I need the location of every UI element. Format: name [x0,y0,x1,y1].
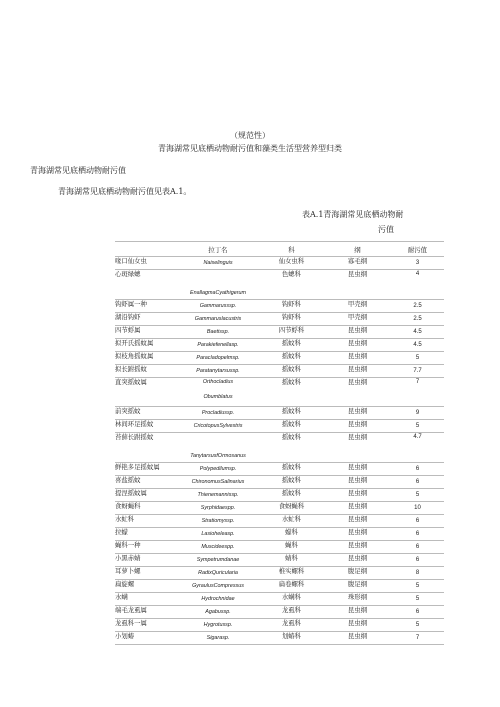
family-cell: 椎实螺科 [259,567,324,580]
species-chinese-name: 水虻科 [115,515,177,528]
table-row [115,352,444,365]
species-latin-name: Paracladopelmsp. [177,352,259,365]
table-row [115,433,444,463]
family-cell: 蜻科 [259,554,324,567]
family-cell: 钩虾科 [259,313,324,326]
tolerance-value: 4.7 [391,433,444,463]
family-cell: 摇蚊科 [259,339,324,352]
species-latin-name: Gammaruslacustris [177,313,259,326]
tolerance-value: 5 [391,580,444,593]
family-cell: 仙女虫科 [259,257,324,270]
family-cell: 摇蚊科 [259,352,324,365]
family-cell: 食蚜蝇科 [259,502,324,515]
class-cell: 寡毛纲 [324,257,391,270]
tolerance-value: 7 [391,378,444,407]
tolerance-value: 6 [391,463,444,476]
tolerance-value: 4.5 [391,339,444,352]
species-latin-name: Paratanytarsussp. [177,365,259,378]
table-row [115,489,444,502]
species-chinese-name: 湖沿钩虾 [115,313,177,326]
species-chinese-name: 拟开氏摇蚊属 [115,339,177,352]
tolerance-value: 4.5 [391,326,444,339]
family-cell: 划蝽科 [259,632,324,645]
class-cell: 腹足纲 [324,580,391,593]
tolerance-value: 5 [391,489,444,502]
family-cell: 摇蚊科 [259,407,324,420]
table-row [115,365,444,378]
species-chinese-name: 端毛龙虱属 [115,606,177,619]
species-latin-name: Sympetrumdanae [177,554,259,567]
family-cell: 摇蚊科 [259,420,324,433]
class-cell: 昆虫纲 [324,554,391,567]
table-caption-line2: 污值 [378,225,394,234]
table-caption-line1: 表A.1青海湖常见底栖动物耐 [302,210,404,219]
family-cell: 钩虾科 [259,300,324,313]
species-chinese-name: 四节蜉属 [115,326,177,339]
family-cell: 水虻科 [259,515,324,528]
class-cell: 珠形纲 [324,593,391,606]
family-cell: 蠓科 [259,528,324,541]
table-row [115,257,444,270]
class-cell: 昆虫纲 [324,463,391,476]
species-latin-name: Procladiussp. [177,407,259,420]
tolerance-value: 2.5 [391,313,444,326]
species-latin-name: Syrphidaespp. [177,502,259,515]
table-row [115,420,444,433]
species-chinese-name: 林间环足摇蚊 [115,420,177,433]
table-row [115,554,444,567]
tolerance-value: 7 [391,632,444,645]
table-row [115,619,444,632]
header-blank [115,242,177,257]
tolerance-value: 5 [391,619,444,632]
tolerance-value: 7.7 [391,365,444,378]
class-cell: 昆虫纲 [324,420,391,433]
species-latin-name: EnallagmaCyathigerum [177,270,259,300]
table-row [115,632,444,645]
tolerance-value: 6 [391,541,444,554]
header-family: 科 [259,242,324,257]
table-row [115,580,444,593]
tolerance-value: 6 [391,528,444,541]
species-latin-name [177,378,259,407]
species-chinese-name: 前突摇蚊 [115,407,177,420]
species-chinese-name: 拟长跗摇蚊 [115,365,177,378]
tolerance-value: 6 [391,554,444,567]
table-row [115,502,444,515]
species-latin-name: Hydrochnidae [177,593,259,606]
family-cell: 摇蚊科 [259,378,324,407]
family-cell: 摇蚊科 [259,463,324,476]
family-cell: 龙虱科 [259,619,324,632]
family-cell: 扁卷螺科 [259,580,324,593]
section-heading: 青海湖常见底栖动物耐污值 [30,166,126,175]
species-latin-name: TanytarsusfOrmosanus [177,433,259,463]
table-row [115,567,444,580]
species-chinese-name: 苔藓长跗摇蚊 [115,433,177,463]
class-cell: 昆虫纲 [324,528,391,541]
class-cell: 甲壳纲 [324,300,391,313]
table-row [115,270,444,300]
tolerance-value: 6 [391,515,444,528]
species-chinese-name: 喜盐摇蚊 [115,476,177,489]
species-chinese-name: 小划蝽 [115,632,177,645]
class-cell: 昆虫纲 [324,326,391,339]
family-cell: 蝇科 [259,541,324,554]
species-latin-name: Thienemannissp. [177,489,259,502]
class-cell: 昆虫纲 [324,270,391,300]
class-cell: 昆虫纲 [324,515,391,528]
class-cell: 昆虫纲 [324,632,391,645]
species-latin-name: Hygrotussp. [177,619,259,632]
species-latin-name-line2: Obumblatus [203,394,233,400]
species-chinese-name: 喙口仙女虫 [115,257,177,270]
species-chinese-name: 拉蠓 [115,528,177,541]
appendix-title: 青海湖常见底栖动物耐污值和藻类生活型营养型归类 [158,144,342,153]
class-cell: 昆虫纲 [324,489,391,502]
table-row [115,326,444,339]
tolerance-value: 6 [391,606,444,619]
family-cell: 龙虱科 [259,606,324,619]
table-row [115,339,444,352]
species-chinese-name: 鲜艳多足摇蚊属 [115,463,177,476]
table-row [115,463,444,476]
species-chinese-name: 耳萝卜螺 [115,567,177,580]
family-cell: 摇蚊科 [259,433,324,463]
class-cell: 昆虫纲 [324,365,391,378]
species-latin-name: Stratiomyssp. [177,515,259,528]
species-chinese-name: 提涅摇蚊属 [115,489,177,502]
tolerance-value: 5 [391,420,444,433]
species-latin-name-line1: Orthocladius [202,379,234,385]
table-row [115,541,444,554]
table-row [115,528,444,541]
class-cell: 昆虫纲 [324,502,391,515]
class-cell: 昆虫纲 [324,541,391,554]
tolerance-value: 3 [391,257,444,270]
species-latin-name: RadixQuricularia [177,567,259,580]
class-cell: 昆虫纲 [324,476,391,489]
class-cell: 昆虫纲 [324,339,391,352]
species-latin-name: Baetissp. [177,326,259,339]
header-latin: 拉丁名 [177,242,259,257]
family-cell: 摇蚊科 [259,489,324,502]
header-value: 耐污值 [391,242,444,257]
species-chinese-name: 扁旋螺 [115,580,177,593]
table-header-row [115,242,444,257]
header-class: 纲 [324,242,391,257]
tolerance-value: 5 [391,593,444,606]
table-row [115,378,444,407]
class-cell: 昆虫纲 [324,378,391,407]
table-body [115,257,444,645]
species-latin-name: Muscideespp. [177,541,259,554]
species-latin-name: Parakiefenellasp. [177,339,259,352]
species-latin-name: Polypedilumsp. [177,463,259,476]
species-latin-name: GyraulusCompressus [177,580,259,593]
species-latin-name: Agabussp. [177,606,259,619]
class-cell: 昆虫纲 [324,606,391,619]
species-latin-name: Naiselinguis [177,257,259,270]
tolerance-value: 5 [391,352,444,365]
species-latin-name: Gammarusssp. [177,300,259,313]
class-cell: 昆虫纲 [324,352,391,365]
species-latin-name: ChironomusSalinarius [177,476,259,489]
species-chinese-name: 龙虱科一属 [115,619,177,632]
tolerance-table [115,241,444,645]
tolerance-value: 2.5 [391,300,444,313]
appendix-tag: （规范性） [230,131,270,140]
tolerance-value: 9 [391,407,444,420]
intro-paragraph: 青海湖常见底栖动物耐污值见表A.1。 [58,187,192,196]
class-cell: 昆虫纲 [324,619,391,632]
species-latin-name: Sigarasp. [177,632,259,645]
table-row [115,313,444,326]
species-chinese-name: 水螨 [115,593,177,606]
family-cell: 四节蜉科 [259,326,324,339]
table-row [115,300,444,313]
tolerance-value: 4 [391,270,444,300]
species-chinese-name: 食蚜蝇科 [115,502,177,515]
class-cell: 甲壳纲 [324,313,391,326]
tolerance-value: 10 [391,502,444,515]
class-cell: 昆虫纲 [324,407,391,420]
species-chinese-name: 直突摇蚊属 [115,378,177,407]
class-cell: 腹足纲 [324,567,391,580]
family-cell: 水螨科 [259,593,324,606]
table-row [115,593,444,606]
table-row [115,476,444,489]
family-cell: 摇蚊科 [259,365,324,378]
class-cell: 昆虫纲 [324,433,391,463]
tolerance-value: 6 [391,476,444,489]
table-row [115,407,444,420]
species-chinese-name: 小黑赤蜻 [115,554,177,567]
family-cell: 色蟌科 [259,270,324,300]
species-latin-name: Lasioheleasp. [177,528,259,541]
tolerance-value: 8 [391,567,444,580]
species-latin-name: CricotopusSylvestris [177,420,259,433]
species-chinese-name: 蝇科一种 [115,541,177,554]
table-row [115,515,444,528]
species-chinese-name: 心斑绿蟌 [115,270,177,300]
species-chinese-name: 拟枝角摇蚊属 [115,352,177,365]
table-row [115,606,444,619]
species-chinese-name: 钩虾属一种 [115,300,177,313]
family-cell: 摇蚊科 [259,476,324,489]
